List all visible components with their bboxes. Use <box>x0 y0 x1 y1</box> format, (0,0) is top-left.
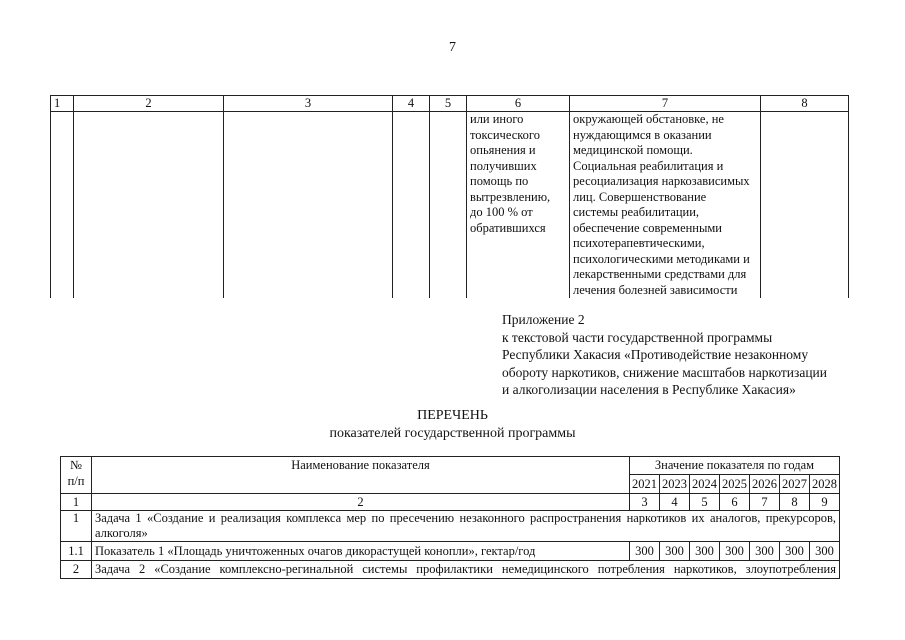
year-header: 2028 <box>810 475 840 494</box>
appendix-line: Республики Хакасия «Противодействие незаконному <box>502 347 809 362</box>
year-header: 2023 <box>660 475 690 494</box>
row-number: 1 <box>61 511 92 542</box>
numbering-cell: 5 <box>690 494 720 511</box>
indicator-value: 300 <box>720 542 750 561</box>
table1-col6-cell <box>467 112 570 299</box>
appendix-line: и алкоголизации населения в Республике Хакасия» <box>502 382 796 397</box>
text-line: или иного <box>470 112 524 126</box>
text-line: лиц. Совершенствование <box>573 189 707 204</box>
numbering-cell: 3 <box>630 494 660 511</box>
indicator-value: 300 <box>810 542 840 561</box>
appendix-line: к текстовой части государственной программы <box>502 329 773 345</box>
text-line: системы реабилитации, <box>573 205 700 219</box>
table1-header-cell: 1 <box>51 96 74 112</box>
row-number: 2 <box>61 561 92 579</box>
text-line: токсического <box>470 127 540 142</box>
indicator-text: Показатель 1 «Площадь уничтоженных очагов дикорастущей конопли», гектар/год <box>92 542 630 561</box>
table1-header-cell: 8 <box>761 96 849 112</box>
text-line: до 100 % от <box>470 205 533 219</box>
text-line: помощь по <box>470 174 529 188</box>
table1-body-row <box>51 112 849 299</box>
indicator-value: 300 <box>690 542 720 561</box>
header-text: № <box>70 458 82 472</box>
table1-cell <box>51 112 74 299</box>
year-header: 2024 <box>690 475 720 494</box>
appendix-heading <box>502 311 827 399</box>
numbering-cell: 2 <box>92 494 630 511</box>
continuation-table <box>50 95 849 298</box>
indicators-table <box>60 456 840 579</box>
numbering-cell: 9 <box>810 494 840 511</box>
header-text: п/п <box>67 474 85 488</box>
page-number: 7 <box>449 40 456 55</box>
table1-cell <box>74 112 224 299</box>
year-header: 2026 <box>750 475 780 494</box>
table1-header-cell: 6 <box>467 96 570 112</box>
table1-cell <box>393 112 430 299</box>
table-row <box>61 561 840 579</box>
text-line: получивших <box>470 158 537 173</box>
text-line: психологическими методиками и <box>573 251 750 266</box>
text-line: Социальная реабилитация и <box>573 158 724 173</box>
table2-numbering-row <box>61 494 840 511</box>
row-number: 1.1 <box>61 542 92 561</box>
table1-header-row <box>51 96 849 112</box>
list-subtitle: показателей государственной программы <box>329 426 576 441</box>
table1-header-cell: 5 <box>430 96 467 112</box>
task-text: Задача 1 «Создание и реализация комплекса мер по пресечению незаконного распространения наркотиков их аналогов, прекурсоров, алкоголя» <box>92 511 840 542</box>
numbering-cell: 6 <box>720 494 750 511</box>
col-values-header: Значение показателя по годам <box>630 457 840 475</box>
appendix-line: обороту наркотиков, снижение масштабов наркотизации <box>502 364 828 380</box>
indicator-value: 300 <box>660 542 690 561</box>
table1-header-cell: 2 <box>74 96 224 112</box>
text-line: лечения болезней зависимости <box>573 282 738 297</box>
numbering-cell: 8 <box>780 494 810 511</box>
text-line: нуждающимся в оказании <box>573 127 712 142</box>
table1-cell <box>430 112 467 299</box>
text-line: окружающей обстановке, не <box>573 112 724 126</box>
table1-cell <box>761 112 849 299</box>
year-header: 2027 <box>780 475 810 494</box>
text-line: психотерапевтическими, <box>573 236 705 250</box>
indicator-value: 300 <box>750 542 780 561</box>
table1-header-cell: 3 <box>224 96 393 112</box>
text-line: вытрезвлению, <box>470 189 551 204</box>
indicator-value: 300 <box>630 542 660 561</box>
indicator-value: 300 <box>780 542 810 561</box>
table1-cell <box>224 112 393 299</box>
list-title: ПЕРЕЧЕНЬ <box>417 408 488 423</box>
table-row <box>61 511 840 542</box>
year-header: 2025 <box>720 475 750 494</box>
text-line: опьянения и <box>470 143 536 157</box>
appendix-line: Приложение 2 <box>502 312 585 327</box>
task-text: Задача 2 «Создание комплексно-регинальной системы профилактики немедицинского потребления наркотиков, злоупотребления <box>92 561 840 579</box>
text-line: обеспечение современными <box>573 220 722 235</box>
table2-header-row <box>61 457 840 475</box>
text-line: медицинской помощи. <box>573 143 693 157</box>
numbering-cell: 1 <box>61 494 92 511</box>
text-line: обратившихся <box>470 220 546 235</box>
numbering-cell: 4 <box>660 494 690 511</box>
year-header: 2021 <box>630 475 660 494</box>
text-line: лекарственными средствами для <box>573 267 747 281</box>
text-line: ресоциализация наркозависимых <box>573 174 750 188</box>
col-number-header <box>61 457 92 494</box>
table-row <box>61 542 840 561</box>
table1-header-cell: 7 <box>570 96 761 112</box>
col-name-header: Наименование показателя <box>92 457 630 494</box>
table1-col7-cell <box>570 112 761 299</box>
table1-header-cell: 4 <box>393 96 430 112</box>
numbering-cell: 7 <box>750 494 780 511</box>
